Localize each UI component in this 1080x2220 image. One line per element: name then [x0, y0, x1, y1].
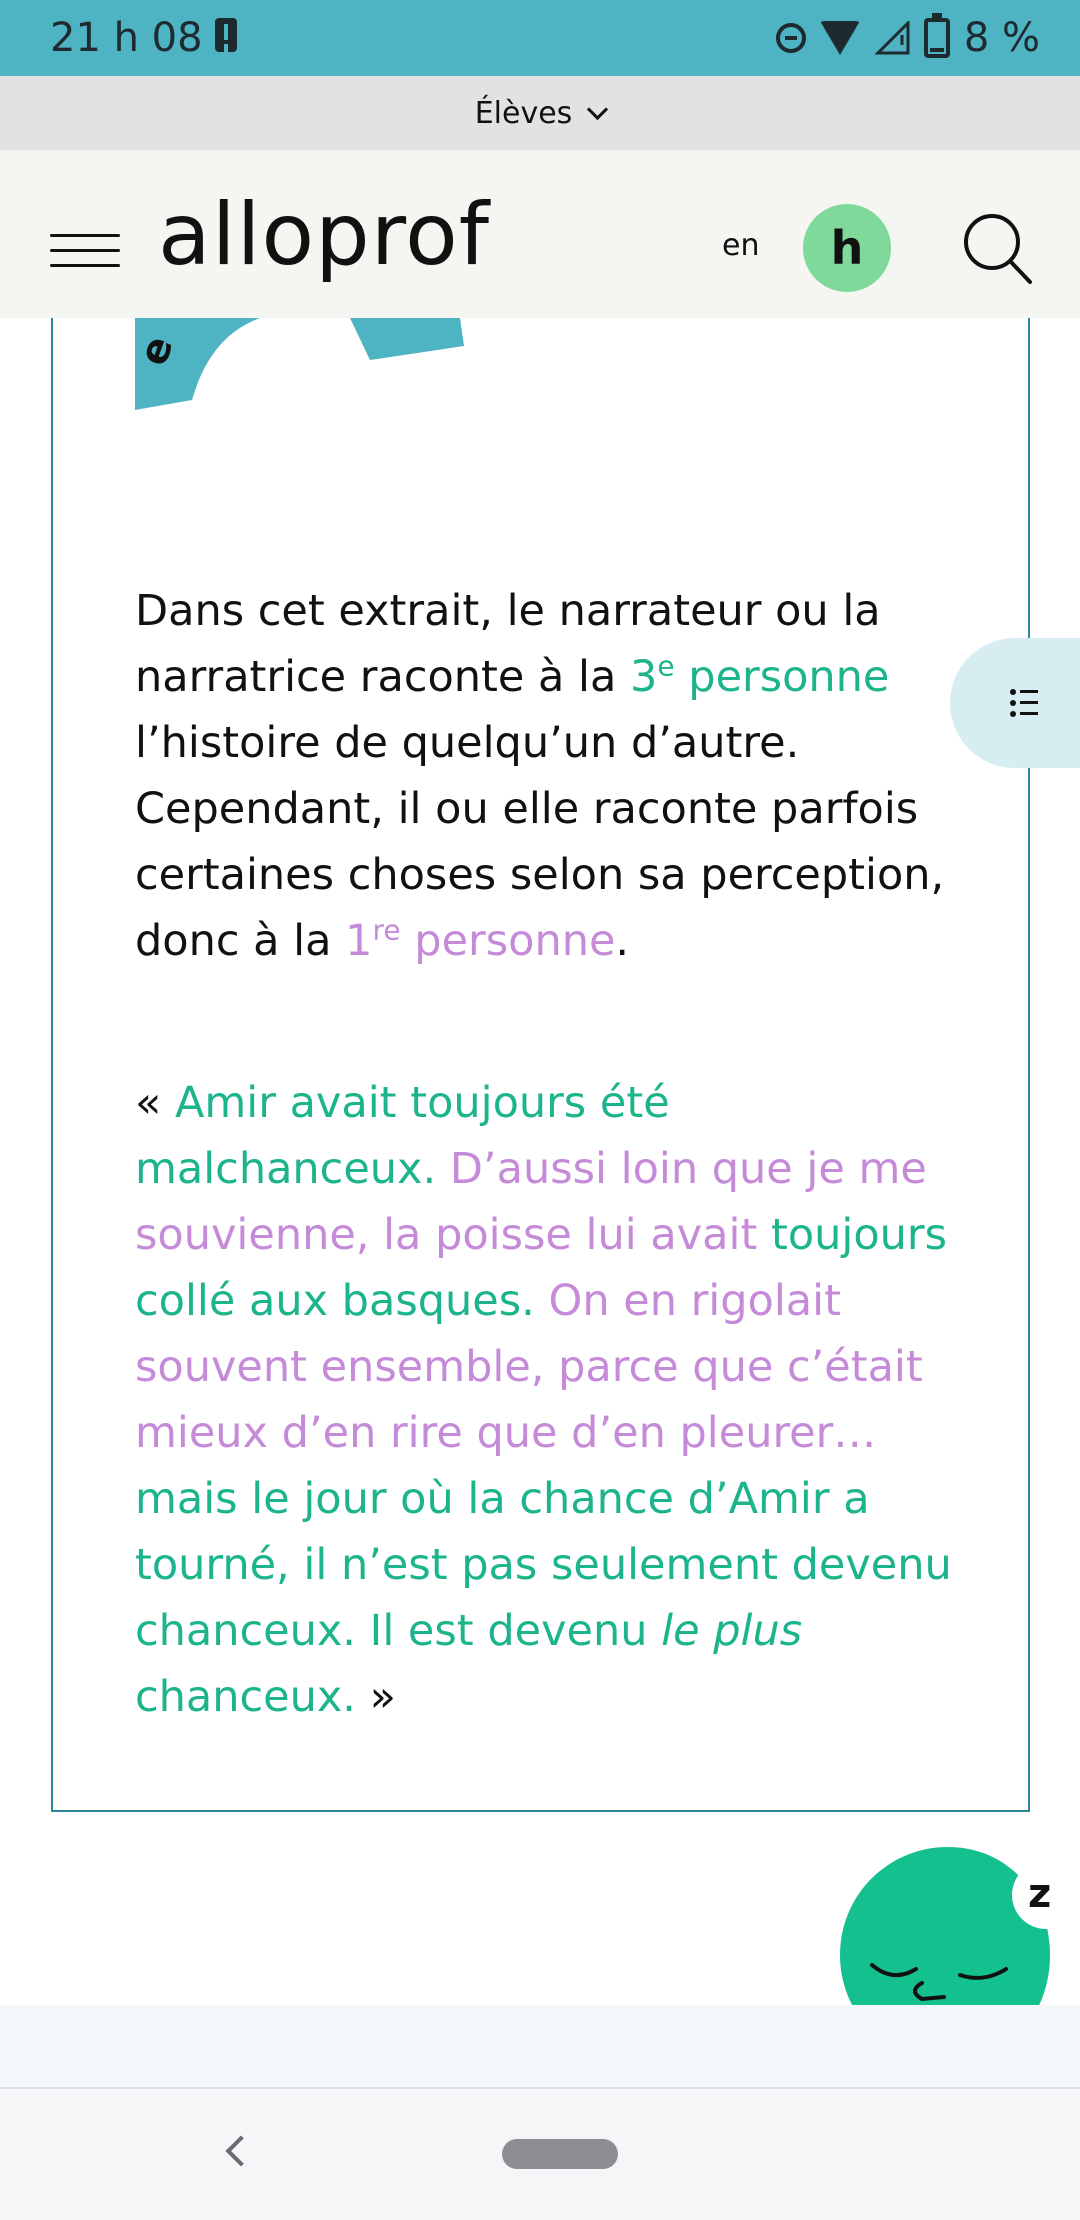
intro-text-2: l’histoire de quelqu’un d’autre. Cependant, il ou elle raconte parfois certaines choses selon sa perception, donc à la: [135, 718, 945, 966]
audience-selector[interactable]: [0, 76, 1080, 150]
battery-level: 8 %: [963, 15, 1040, 61]
list-icon: [1010, 688, 1038, 718]
quote-open: «: [135, 1078, 175, 1128]
quote-third-person-end: chanceux.: [135, 1672, 356, 1722]
intro-text-3: .: [615, 916, 630, 966]
svg-text:e: e: [130, 330, 183, 372]
quote-first-person-2: On en rigolait souvent ensemble, parce que c’était mieux d’en rire que d’en pleurer…: [135, 1276, 923, 1458]
do-not-disturb-icon: [776, 23, 806, 53]
avatar[interactable]: [803, 204, 891, 292]
quote-emphasis: le plus: [661, 1606, 803, 1656]
chevron-down-icon: [587, 98, 608, 119]
third-person-link[interactable]: 3e personne: [630, 649, 890, 702]
intro-text-1: Dans cet extrait, le narrateur ou la narratrice raconte à la: [135, 586, 881, 702]
battery-icon: [924, 18, 950, 58]
status-icons: [776, 8, 1040, 68]
quote-third-person-2: toujours collé aux basques.: [135, 1210, 948, 1326]
quote-third-person-1: Amir avait toujours été malchanceux.: [135, 1078, 670, 1194]
status-time: 21 h 08: [50, 15, 203, 61]
signal-icon: [874, 21, 910, 55]
quote-first-person-1: D’aussi loin que je me souvienne, la poisse lui avait: [135, 1144, 927, 1260]
quote-close: »: [355, 1672, 396, 1722]
svg-text:z: z: [1028, 1871, 1052, 1917]
alert-icon: [215, 18, 237, 52]
first-person-link[interactable]: 1re personne: [345, 913, 616, 966]
avatar-initial: h: [830, 221, 864, 275]
audience-label: Élèves: [474, 95, 573, 131]
intro-paragraph: [135, 578, 975, 974]
page-footer: [0, 2005, 1080, 2087]
search-icon[interactable]: [962, 212, 1032, 284]
wifi-icon: [820, 21, 860, 55]
status-bar: [0, 0, 1080, 76]
quote-third-person-3: mais le jour où la chance d’Amir a tourné, il n’est pas seulement devenu chanceux. Il est devenu: [135, 1474, 952, 1656]
quote-paragraph: [135, 1070, 975, 1730]
home-gesture-pill[interactable]: [502, 2139, 618, 2169]
menu-icon[interactable]: [50, 234, 120, 268]
alloprof-logo[interactable]: alloprof: [158, 185, 491, 285]
language-toggle[interactable]: en: [722, 228, 760, 263]
decorative-illustration: [130, 318, 470, 418]
